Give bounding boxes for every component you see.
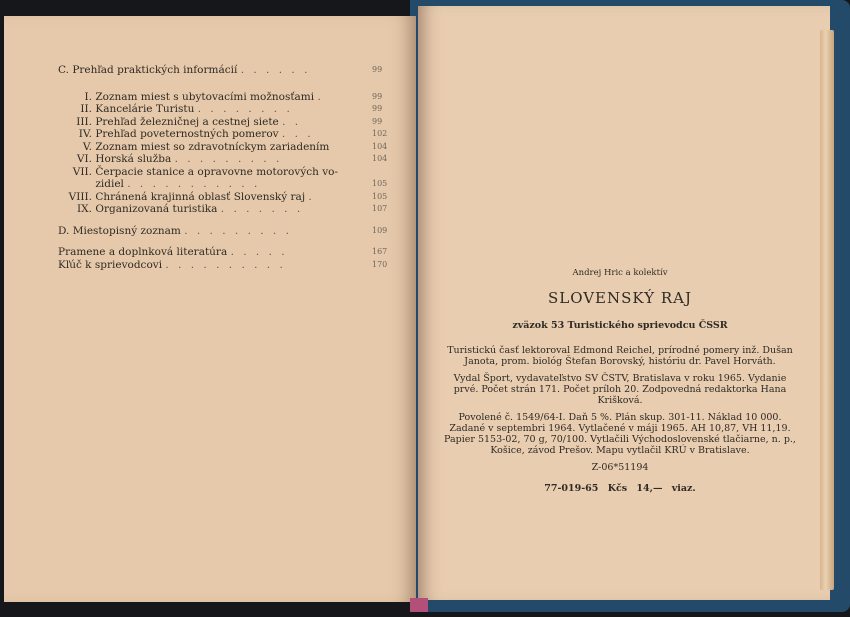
authors: Andrej Hric a kolektív <box>572 268 668 278</box>
credits-printing: Povolené č. 1549/64-I. Daň 5 %. Plán skup. 301-11. Náklad 10 000. Zadané v septembri 1964. Vytlačené v máji 1965. AH 10,87, VH 11,19. Papier 5153-02, 70 g, 70/100. Vytlačili Východoslovenské tlačiarne, n. p., Košice, závod Prešov. Mapu vytlačil KRÚ v Bratislave. <box>444 412 796 456</box>
toc-label: Kľúč k sprievodcovi <box>58 258 163 271</box>
toc-label: C. Prehľad praktických informácií <box>58 64 238 76</box>
toc-label: Horská služba <box>95 153 172 165</box>
toc-num: VI. <box>76 153 92 165</box>
toc-page: 105 <box>372 179 388 188</box>
toc-leader: . . . . . . . . . <box>184 224 292 237</box>
toc-leader: . . . <box>281 128 314 140</box>
toc-section-d <box>58 225 388 238</box>
toc-item <box>58 91 388 104</box>
credits-publisher: Vydal Šport, vydavateľstvo SV ČSTV, Bratislava v roku 1965. Vydanie prvé. Počet strán 171. Počet príloh 20. Zodpovedná redaktorka Hana Krišková. <box>453 373 787 406</box>
toc-num: IX. <box>77 203 92 215</box>
toc-num: I. <box>84 90 92 103</box>
toc-page: 107 <box>372 204 388 213</box>
toc-label: Pramene a doplnková literatúra <box>58 246 228 258</box>
page-edges <box>820 30 834 590</box>
toc-item <box>58 191 388 204</box>
toc-page: 104 <box>372 141 388 151</box>
permit-code: Z-06*51194 <box>591 462 649 473</box>
toc-num: V. <box>82 140 92 153</box>
toc-section-c <box>58 64 388 77</box>
toc-label: Prehľad poveternostných pomerov <box>95 128 279 140</box>
table-of-contents <box>58 64 388 271</box>
toc-leader: . . <box>282 115 302 128</box>
toc-leader: . . . . . . . . . . <box>165 258 286 271</box>
toc-extra-item <box>58 246 388 259</box>
catalog-number: 77-019-65 <box>544 483 599 494</box>
toc-item <box>58 128 388 141</box>
book-title: SLOVENSKÝ RAJ <box>547 289 693 307</box>
toc-num: VIII. <box>68 190 92 203</box>
toc-label: Čerpacie stanice a opravovne motorových vo- <box>95 165 339 178</box>
series-line: zväzok 53 Turistického sprievodcu ČSSR <box>512 320 728 331</box>
toc-label: Kancelárie Turistu <box>95 103 195 115</box>
toc-item <box>58 203 388 216</box>
toc-page: 109 <box>372 225 388 235</box>
toc-leader: . . . . . . <box>240 64 311 76</box>
spine-headband <box>410 598 428 612</box>
toc-label: D. Miestopisný zoznam <box>58 224 181 237</box>
toc-num: III. <box>76 115 92 128</box>
toc-page: 99 <box>372 104 383 113</box>
toc-page: 99 <box>372 91 383 101</box>
toc-leader: . <box>308 190 315 203</box>
catalog-price-row <box>440 483 800 494</box>
toc-num: VII. <box>72 165 92 178</box>
toc-page: 170 <box>372 259 388 269</box>
toc-label: Organizovaná turistika <box>95 203 218 215</box>
toc-num: II. <box>80 103 92 115</box>
toc-page: 104 <box>372 154 388 163</box>
toc-page: 99 <box>372 65 383 74</box>
toc-page: 102 <box>372 129 388 138</box>
toc-label: Zoznam miest s ubytovacími možnosťami <box>95 90 315 103</box>
toc-leader: . . . . . <box>230 246 288 258</box>
toc-leader: . . . . . . . . <box>197 103 293 115</box>
toc-item <box>58 116 388 129</box>
toc-page: 105 <box>372 191 388 201</box>
toc-item <box>58 103 388 116</box>
price: Kčs 14,— viaz. <box>607 483 696 494</box>
imprint-page <box>440 268 800 494</box>
toc-page: 167 <box>372 247 388 256</box>
toc-page: 99 <box>372 116 383 126</box>
toc-extra-item <box>58 259 388 272</box>
toc-label: Prehľad železničnej a cestnej siete <box>95 115 279 128</box>
toc-label: zidiel <box>95 178 124 190</box>
toc-label: Chránená krajinná oblasť Slovenský raj <box>95 190 306 203</box>
toc-leader: . . . . . . . . . <box>174 153 283 165</box>
credits-editors: Turistickú časť lektoroval Edmond Reichel, prírodné pomery inž. Dušan Janota, prom. biológ Štefan Borovský, históriu dr. Pavel Horváth. <box>447 345 793 367</box>
toc-num: IV. <box>78 128 92 140</box>
toc-item <box>58 178 388 191</box>
toc-leader: . <box>317 90 324 103</box>
toc-leader: . . . . . . . . . . . <box>127 178 261 190</box>
toc-label: Zoznam miest so zdravotníckym zariadením <box>95 140 330 153</box>
toc-item <box>58 166 388 179</box>
toc-leader: . . . . . . . <box>220 203 304 215</box>
toc-item <box>58 153 388 166</box>
toc-item <box>58 141 388 154</box>
